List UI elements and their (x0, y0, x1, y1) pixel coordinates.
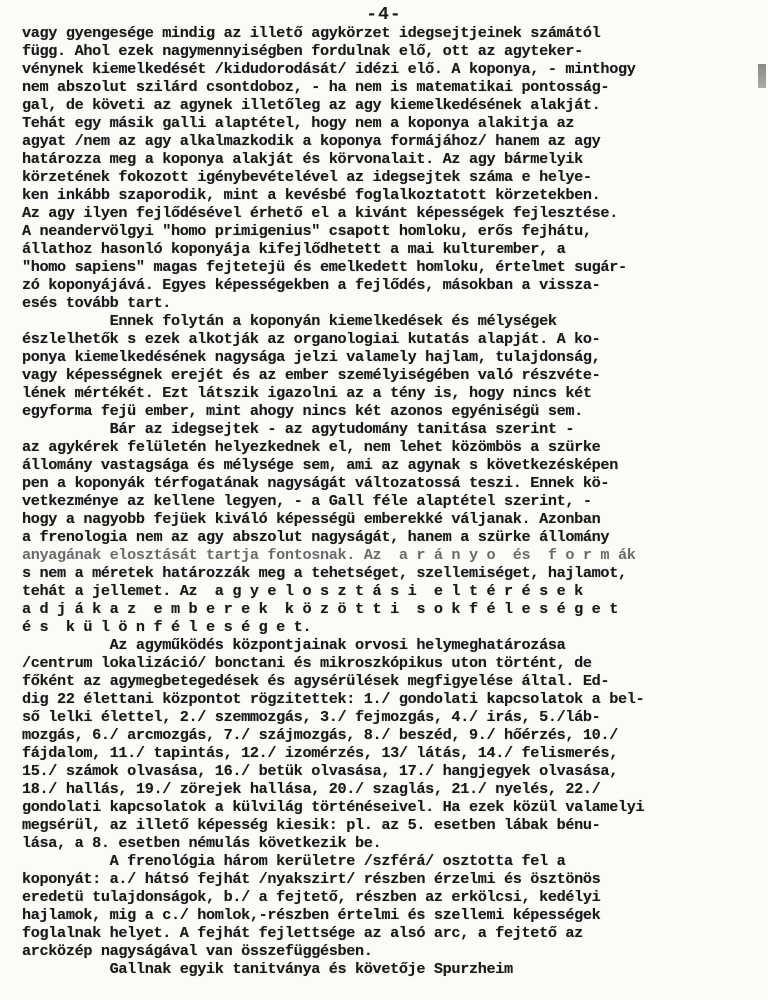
text-line: mozgás, 6./ arcmozgás, 7./ szájmozgás, 8./ beszéd, 9./ hőérzés, 10./ (22, 726, 618, 744)
text-line: függ. Ahol ezek nagymennyiségben fordulnak elő, ott az agyteker- (22, 42, 583, 60)
text-line: főként az agymegbetegedések és agysérülések megfigyelése által. Ed- (22, 672, 610, 690)
text-line: esés tovább tart. (22, 294, 171, 312)
text-line: fájdalom, 11./ tapintás, 12./ izomérzés, 13/ látás, 14./ felismerés, (22, 744, 618, 762)
text-line: állathoz hasonló koponyája kifejlődhetett a mai kulturember, a (22, 240, 566, 258)
body-text (22, 24, 766, 978)
text-line: megsérül, az illető képesség kiesik: pl. az 5. esetben lábak bénu- (22, 816, 601, 834)
text-line: egyforma fejü ember, mint ahogy nincs két azonos egyéniségü sem. (22, 402, 583, 420)
text-line: Ennek folytán a koponyán kiemelkedések és mélységek (22, 312, 557, 330)
text-line: é s k ü l ö n f é l e s é g e t. (22, 618, 312, 636)
text-line: foglalnak helyet. A fejhát fejlettsége az alsó arc, a fejtető az (22, 924, 583, 942)
text-line: A neandervölgyi "homo primigenius" csapott homloku, erős fejhátu, (22, 222, 592, 240)
text-line: vagy képességnek erejét és az ember személyiségében való részvéte- (22, 366, 601, 384)
text-line: Gallnak egyik tanitványa és követője Spurzheim (22, 960, 513, 978)
text-line: vetkezménye az kellene legyen, - a Gall féle alaptétel szerint, - (22, 492, 592, 510)
text-line: /centrum lokalizáció/ bonctani és mikroszkópikus uton történt, de (22, 654, 592, 672)
text-line: Tehát egy másik galli alaptétel, hogy nem a koponya alakitja az (22, 114, 575, 132)
text-line: ső lelki élettel, 2./ szemmozgás, 3./ fejmozgás, 4./ irás, 5./láb- (22, 708, 601, 726)
text-line: eredetü tulajdonságok, b./ a fejtető, részben az erkölcsi, kedélyi (22, 888, 601, 906)
text-line: hajlamok, mig a c./ homlok,-részben értelmi és szellemi képességek (22, 906, 601, 924)
text-line: körzetének fokozott igénybevételével az idegsejtek száma e helye- (22, 168, 592, 186)
text-line: vagy gyengesége mindig az illető agykörzet idegsejtjeinek számától (22, 24, 601, 42)
text-line: agyat /nem az agy alkalmazkodik a koponya formájához/ hanem az agy (22, 132, 601, 150)
text-line: hogy a nagyobb fejüek kiváló képességü emberekké váljanak. Azonban (22, 510, 601, 528)
text-line: gondolati kapcsolatok a külvilág történéseivel. Ha ezek közül valamelyi (22, 798, 645, 816)
text-line: "homo sapiens" magas fejtetejü és emelkedett homloku, értelmet sugár- (22, 258, 627, 276)
text-line: ken inkább szaporodik, mint a kevésbé foglalkoztatott körzetekben. (22, 186, 601, 204)
text-line: nem abszolut szilárd csontdoboz, - ha nem is matematikai pontosság- (22, 78, 610, 96)
text-line: vénynek kiemelkedését /kidudorodását/ idézi elő. A koponya, - minthogy (22, 60, 636, 78)
text-line: s nem a méretek határozzák meg a tehetséget, szellemiséget, hajlamot, (22, 564, 627, 582)
text-line: anyagának elosztását tartja fontosnak. Az a r á n y o és f o r m ák (22, 546, 636, 564)
text-line: zó koponyájává. Egyes képességekben a fejlődés, másokban a vissza- (22, 276, 601, 294)
text-line: Az agyműködés központjainak orvosi helymeghatározása (22, 636, 566, 654)
text-line: ponya kiemelkedésének nagysága jelzi valamely hajlam, tulajdonság, (22, 348, 601, 366)
text-line: A frenológia három kerületre /szférá/ osztotta fel a (22, 852, 566, 870)
text-line: lása, a 8. esetben némulás következik be. (22, 834, 382, 852)
text-line: észlelhetők s ezek alkotják az organologiai kutatás alapját. A ko- (22, 330, 601, 348)
text-line: tehát a jellemet. Az a g y e l o s z t á s i e l t é r é s e k (22, 582, 583, 600)
text-line: 15./ számok olvasása, 16./ betük olvasása, 17./ hangjegyek olvasása, (22, 762, 618, 780)
text-line: lének mértékét. Ezt látszik igazolni az a tény is, hogy nincs két (22, 384, 592, 402)
text-line: Az agy ilyen fejlődésével érhető el a kivánt képességek fejlesztése. (22, 204, 618, 222)
text-line: gal, de követi az agynek illetőleg az agy kiemelkedésének alakját. (22, 96, 601, 114)
page-number: -4- (366, 5, 402, 25)
text-line: dig 22 élettani központot rögzitettek: 1./ gondolati kapcsolatok a bel- (22, 690, 645, 708)
text-line: koponyát: a./ hátsó fejhát /nyakszirt/ részben érzelmi és ösztönös (22, 870, 601, 888)
text-line: állomány vastagsága és mélysége sem, ami az agynak s következésképen (22, 456, 618, 474)
text-line: arcközép nagyságával van összefüggésben. (22, 942, 373, 960)
text-line: a d j á k a z e m b e r e k k ö z ö t t i s o k f é l e s é g e t (22, 600, 618, 618)
text-line: határozza meg a koponya alakját és körvonalait. Az agy bármelyik (22, 150, 583, 168)
text-line: pen a koponyák térfogatának nagyságát változatossá teszi. Ennek kö- (22, 474, 610, 492)
text-line: az agykérek felületén helyezkednek el, nem lehet közömbös a szürke (22, 438, 601, 456)
text-line: a frenologia nem az agy abszolut nagyságát, hanem a szürke állomány (22, 528, 610, 546)
text-line: 18./ hallás, 19./ zörejek hallása, 20./ szaglás, 21./ nyelés, 22./ (22, 780, 601, 798)
text-line: Bár az idegsejtek - az agytudomány tanitása szerint - (22, 420, 575, 438)
